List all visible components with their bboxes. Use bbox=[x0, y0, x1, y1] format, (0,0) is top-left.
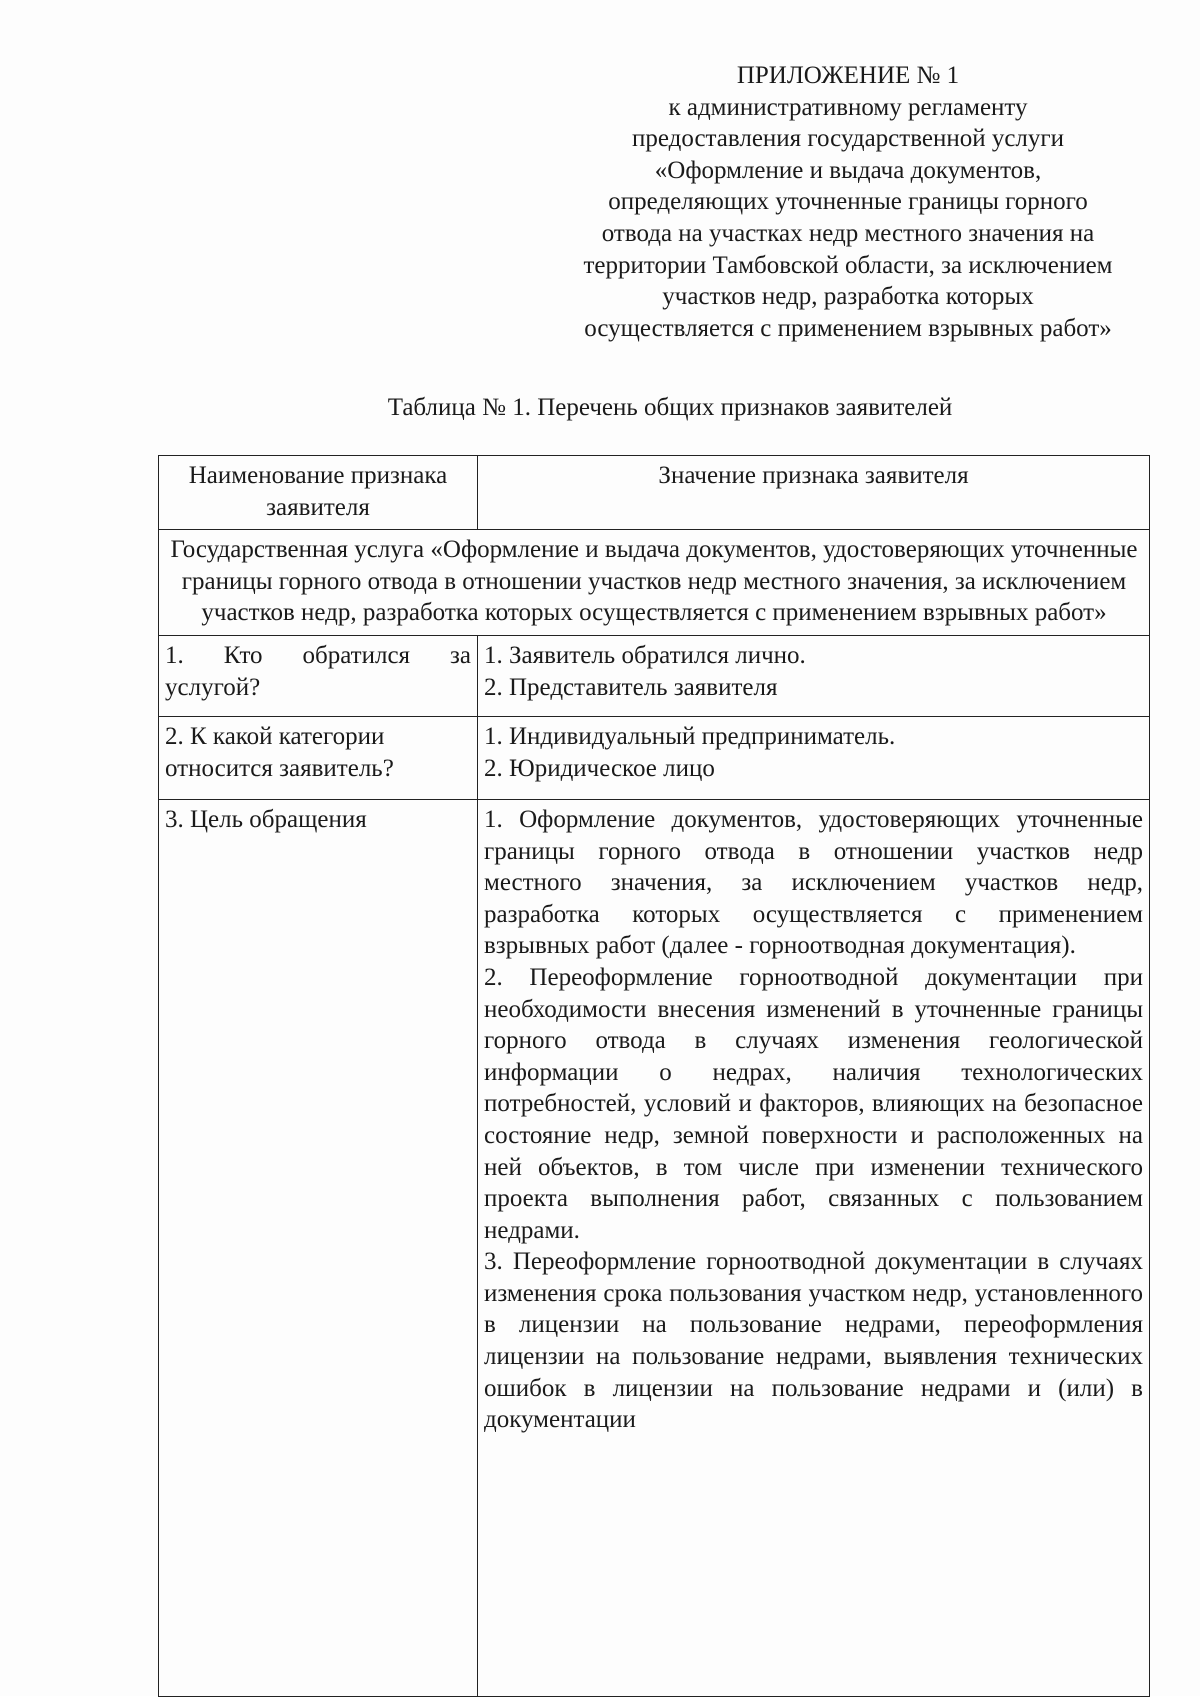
table-row bbox=[159, 635, 1150, 716]
feature-value: 1. Заявитель обратился лично. bbox=[484, 641, 806, 669]
table-header-row bbox=[159, 456, 1150, 530]
feature-name: 1. Кто обратился за услугой? bbox=[165, 641, 471, 701]
annex-line: «Оформление и выдача документов, bbox=[654, 156, 1042, 184]
table-row bbox=[159, 799, 1150, 1696]
annex-header bbox=[548, 60, 1148, 344]
annex-line: территории Тамбовской области, за исключением bbox=[583, 251, 1113, 279]
feature-value: 3. Переоформление горноотводной документации в случаях изменения срока пользования участком недр, установленного в лицензии на пользование недрами, переоформления лицензии на пользование недрами, выявления технических ошибок в лицензии на пользование недрами и (или) в документации bbox=[484, 1248, 1143, 1434]
annex-line: определяющих уточненные границы горного bbox=[608, 188, 1088, 216]
table-row bbox=[159, 716, 1150, 799]
annex-title: ПРИЛОЖЕНИЕ № 1 bbox=[736, 62, 960, 89]
header-name-cell: Наименование признака заявителя bbox=[159, 456, 478, 530]
applicant-features-table bbox=[158, 455, 1150, 1697]
feature-value: 1. Индивидуальный предприниматель. bbox=[484, 722, 896, 750]
feature-value-cell bbox=[478, 635, 1150, 716]
feature-value: 2. Представитель заявителя bbox=[484, 673, 778, 701]
feature-value-cell bbox=[478, 716, 1150, 799]
annex-line: отвода на участках недр местного значения на bbox=[601, 219, 1095, 247]
feature-value: 2. Переоформление горноотводной документации при необходимости внесения изменений в уточненные границы горного отвода в случаях изменения геологической информации о недрах, наличия технологических потребностей, условий и факторов, влияющих на безопасное состояние недр, земной поверхности и расположенных на ней объектов, в том числе при изменении технического проекта выполнения работ, связанных с пользованием недрами. bbox=[484, 963, 1143, 1244]
feature-name-cell bbox=[159, 799, 478, 1696]
feature-value: 2. Юридическое лицо bbox=[484, 754, 715, 782]
feature-name: 2. К какой категории относится заявитель? bbox=[165, 722, 394, 782]
header-value-cell: Значение признака заявителя bbox=[478, 456, 1150, 530]
annex-line: участков недр, разработка которых bbox=[662, 283, 1034, 311]
annex-line: осуществляется с применением взрывных работ» bbox=[584, 314, 1112, 342]
feature-name-cell bbox=[159, 716, 478, 799]
service-title-cell: Государственная услуга «Оформление и выдача документов, удостоверяющих уточненные границы горного отвода в отношении участков недр местного значения, за исключением участков недр, разработка которых осуществляется с применением взрывных работ» bbox=[159, 530, 1150, 636]
feature-name-cell bbox=[159, 635, 478, 716]
annex-line: к административному регламенту bbox=[668, 93, 1028, 121]
feature-value: 1. Оформление документов, удостоверяющих уточненные границы горного отвода в отношении участков недр местного значения, за исключением участков недр, разработка которых осуществляется с применением взрывных работ (далее - горноотводная документация). bbox=[484, 805, 1143, 960]
table-caption: Таблица № 1. Перечень общих признаков заявителей bbox=[387, 394, 953, 421]
service-title-row bbox=[159, 530, 1150, 636]
feature-name: 3. Цель обращения bbox=[165, 805, 367, 833]
annex-line: предоставления государственной услуги bbox=[631, 125, 1065, 153]
feature-value-cell bbox=[478, 799, 1150, 1696]
